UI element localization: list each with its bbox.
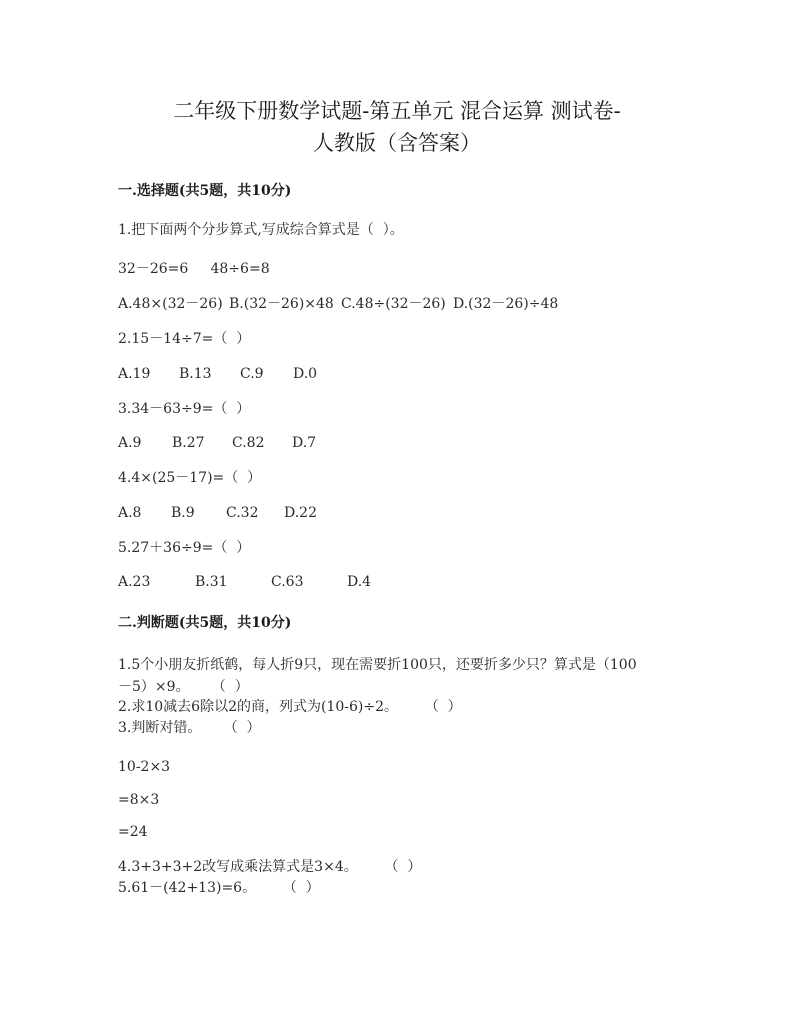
question-3-stem: 3.34－63÷9=（ ）: [118, 401, 251, 417]
option-c: C.9: [240, 366, 264, 382]
question-2-options: [118, 364, 317, 384]
judgement-3-work-line-1: 10-2×3: [118, 759, 171, 775]
question-4-stem: 4.4×(25－17)=（ ）: [118, 470, 262, 486]
judgement-3-work-line-3: =24: [118, 824, 148, 840]
option-a: A.19: [118, 366, 151, 382]
option-c: C.48÷(32－26): [341, 296, 446, 312]
option-b: B.9: [171, 505, 195, 521]
document-title-line-1: 二年级下册数学试题-第五单元 混合运算 测试卷-: [173, 99, 621, 123]
judgement-3: 3.判断对错。 （ ）: [118, 720, 261, 736]
judgement-1-line-1: 1.5个小朋友折纸鹤，每人折9只，现在需要折100只，还要折多少只？算式是（100: [118, 657, 637, 673]
document-title-line-2: 人教版（含答案）: [313, 131, 481, 155]
option-a: A.48×(32－26): [118, 296, 223, 312]
option-d: D.(32－26)÷48: [453, 296, 559, 312]
section-heading-judgement: 二.判断题(共5题，共10分): [118, 615, 292, 631]
judgement-2: 2.求10减去6除以2的商，列式为(10-6)÷2。 （ ）: [118, 699, 462, 715]
option-b: B.27: [172, 435, 205, 451]
question-5-stem: 5.27＋36÷9=（ ）: [118, 540, 251, 556]
question-4-options: [118, 503, 317, 523]
judgement-5: 5.61－(42+13)=6。 （ ）: [118, 880, 320, 896]
question-1-stem: 1.把下面两个分步算式,写成综合算式是（ ）。: [118, 222, 404, 238]
option-c: C.82: [232, 435, 265, 451]
judgement-4: 4.3+3+3+2改写成乘法算式是3×4。 （ ）: [118, 859, 422, 875]
option-c: C.32: [226, 505, 259, 521]
option-d: D.22: [284, 505, 317, 521]
option-d: D.7: [292, 435, 317, 451]
option-c: C.63: [271, 574, 304, 590]
question-1-options: [118, 294, 558, 314]
option-b: B.(32－26)×48: [229, 296, 334, 312]
option-a: A.9: [118, 435, 142, 451]
option-b: B.13: [179, 366, 212, 382]
option-a: A.8: [118, 505, 142, 521]
question-2-stem: 2.15－14÷7=（ ）: [118, 331, 251, 347]
judgement-1-line-2: －5）×9。 （ ）: [118, 679, 249, 695]
section-heading-choice: 一.选择题(共5题，共10分): [118, 183, 292, 199]
question-3-options: [118, 433, 316, 453]
option-d: D.4: [347, 574, 372, 590]
question-5-options: [118, 572, 371, 592]
question-1-given: 32－26=6 48÷6=8: [118, 261, 270, 277]
option-b: B.31: [195, 574, 228, 590]
judgement-3-work-line-2: =8×3: [118, 792, 160, 808]
option-a: A.23: [118, 574, 151, 590]
option-d: D.0: [293, 366, 318, 382]
